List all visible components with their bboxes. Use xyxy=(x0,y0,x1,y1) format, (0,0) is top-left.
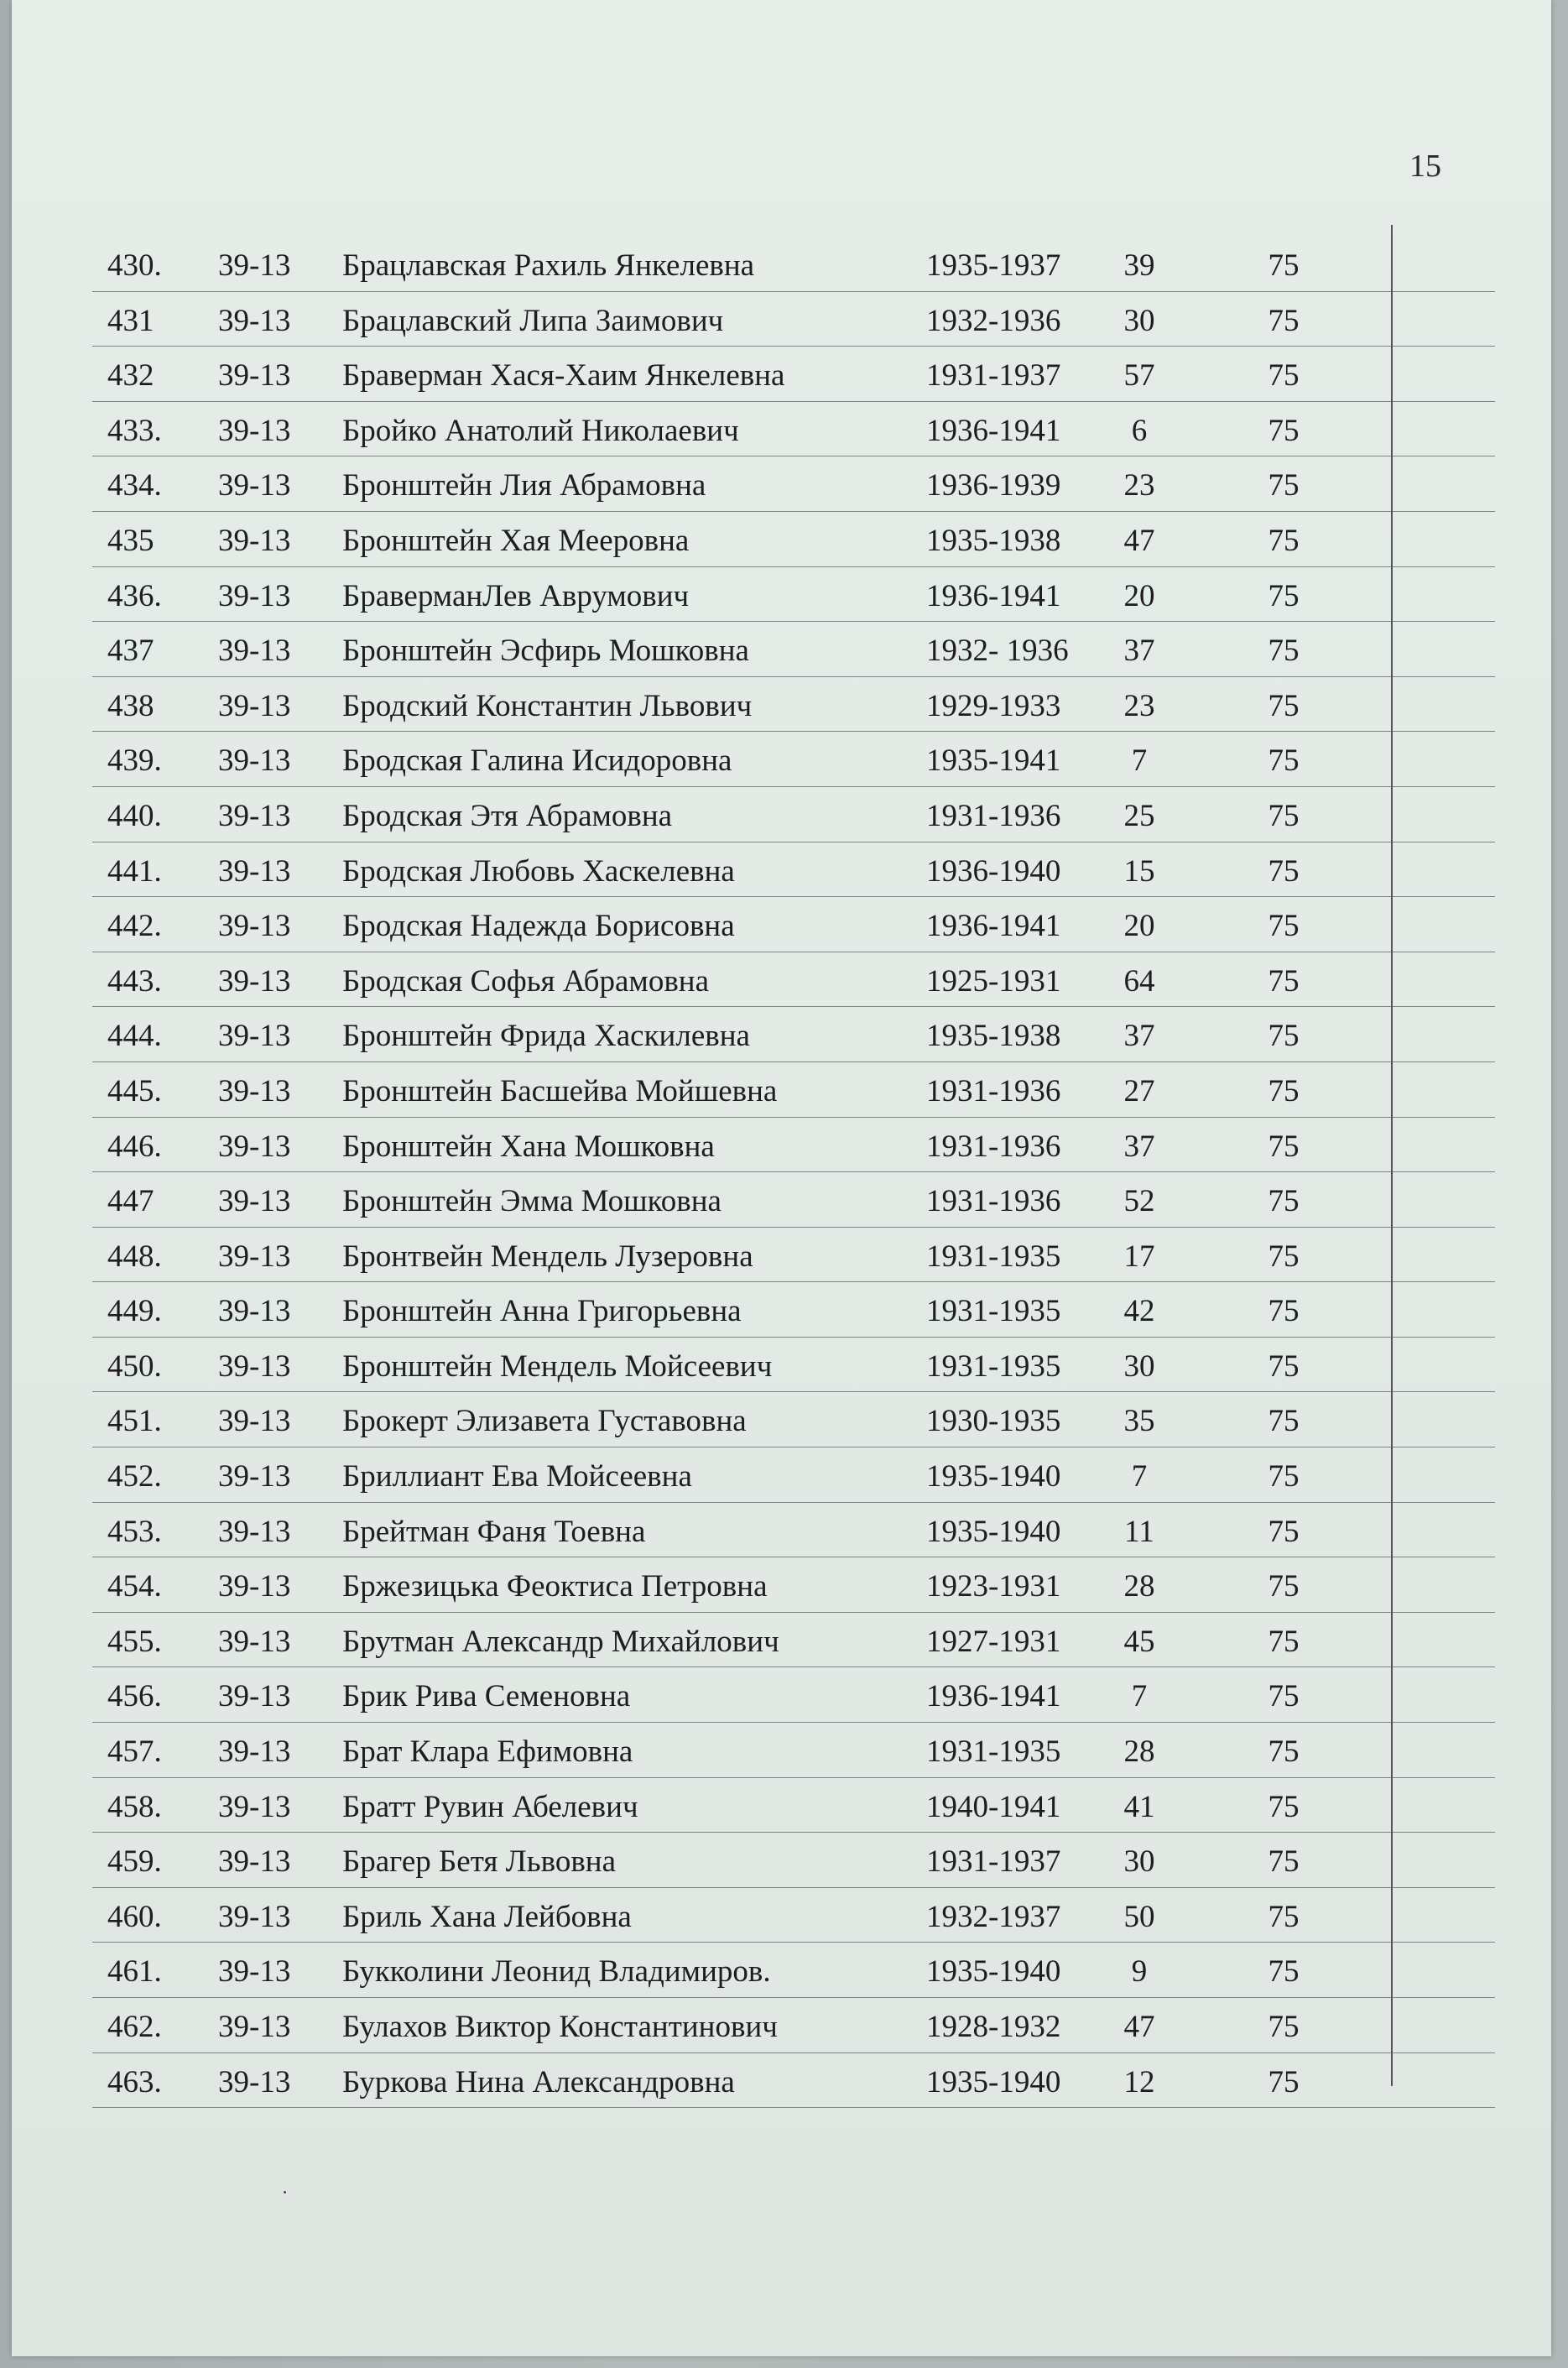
rate-value: 75 xyxy=(1268,468,1300,503)
age-value: 30 xyxy=(1123,1844,1155,1880)
age-value: 9 xyxy=(1131,1954,1148,1990)
years-range: 1936-1941 xyxy=(926,1679,1061,1714)
record-number: 443. xyxy=(107,963,162,999)
table-row xyxy=(92,1998,1495,2053)
record-number: 447 xyxy=(107,1184,154,1219)
years-range: 1931-1935 xyxy=(926,1348,1061,1384)
table-row xyxy=(92,347,1495,402)
fund-code: 39-13 xyxy=(218,578,291,613)
years-range: 1935-1940 xyxy=(926,1954,1061,1990)
person-name: Бриллиант Ева Мойсеевна xyxy=(342,1459,692,1494)
rate-value: 75 xyxy=(1268,1624,1300,1659)
fund-code: 39-13 xyxy=(218,1459,291,1494)
rate-value: 75 xyxy=(1268,1294,1300,1329)
fund-code: 39-13 xyxy=(218,909,291,944)
rate-value: 75 xyxy=(1268,1679,1300,1714)
table-row xyxy=(92,512,1495,567)
years-range: 1936-1940 xyxy=(926,853,1061,889)
table-row xyxy=(92,456,1495,512)
person-name: Бронштейн Мендель Мойсеевич xyxy=(342,1348,773,1384)
fund-code: 39-13 xyxy=(218,1734,291,1770)
fund-code: 39-13 xyxy=(218,798,291,833)
record-number: 433. xyxy=(107,413,162,448)
fund-code: 39-13 xyxy=(218,1129,291,1164)
person-name: Брутман Александр Михайлович xyxy=(342,1624,779,1659)
years-range: 1932- 1936 xyxy=(926,634,1069,669)
table-row xyxy=(92,1833,1495,1888)
fund-code: 39-13 xyxy=(218,523,291,558)
person-name: Бродская Этя Абрамовна xyxy=(342,798,673,833)
record-number: 455. xyxy=(107,1624,162,1659)
years-range: 1931-1935 xyxy=(926,1734,1061,1770)
age-value: 11 xyxy=(1124,1514,1154,1549)
years-range: 1935-1941 xyxy=(926,743,1061,779)
fund-code: 39-13 xyxy=(218,1184,291,1219)
years-range: 1932-1936 xyxy=(926,303,1061,338)
fund-code: 39-13 xyxy=(218,1239,291,1274)
table-row xyxy=(92,1447,1495,1503)
age-value: 23 xyxy=(1123,468,1155,503)
fund-code: 39-13 xyxy=(218,2010,291,2044)
record-number: 437 xyxy=(107,634,154,669)
years-range: 1931-1935 xyxy=(926,1239,1061,1274)
rate-value: 75 xyxy=(1268,413,1300,448)
years-range: 1925-1931 xyxy=(926,963,1061,999)
years-range: 1935-1940 xyxy=(926,2064,1061,2099)
rate-value: 75 xyxy=(1268,303,1300,338)
fund-code: 39-13 xyxy=(218,1348,291,1384)
age-value: 28 xyxy=(1123,1734,1155,1770)
age-value: 17 xyxy=(1123,1239,1155,1274)
years-range: 1931-1936 xyxy=(926,1073,1061,1108)
fund-code: 39-13 xyxy=(218,1624,291,1659)
rate-value: 75 xyxy=(1268,1899,1300,1934)
person-name: Брик Рива Семеновна xyxy=(342,1679,631,1714)
table-row xyxy=(92,567,1495,623)
record-number: 448. xyxy=(107,1239,162,1274)
years-range: 1931-1935 xyxy=(926,1294,1061,1329)
fund-code: 39-13 xyxy=(218,248,291,283)
age-value: 41 xyxy=(1123,1789,1155,1824)
table-row xyxy=(92,1228,1495,1283)
person-name: Бронштейн Хана Мошковна xyxy=(342,1129,715,1164)
rate-value: 75 xyxy=(1268,1459,1300,1494)
years-range: 1927-1931 xyxy=(926,1624,1061,1659)
person-name: Браверман Хася-Хаим Янкелевна xyxy=(342,358,785,394)
rate-value: 75 xyxy=(1268,963,1300,999)
age-value: 42 xyxy=(1123,1294,1155,1329)
person-name: Брат Клара Ефимовна xyxy=(342,1734,633,1770)
fund-code: 39-13 xyxy=(218,1019,291,1054)
table-row xyxy=(92,1667,1495,1723)
table-row xyxy=(92,1338,1495,1393)
table-row xyxy=(92,237,1495,292)
record-number: 442. xyxy=(107,909,162,944)
person-name: Бронштейн Анна Григорьевна xyxy=(342,1294,742,1329)
fund-code: 39-13 xyxy=(218,413,291,448)
rate-value: 75 xyxy=(1268,688,1300,723)
age-value: 37 xyxy=(1123,634,1155,669)
person-name: Брокерт Элизавета Густавовна xyxy=(342,1404,747,1439)
rate-value: 75 xyxy=(1268,523,1300,558)
person-name: Бронштейн Эсфирь Мошковна xyxy=(342,634,749,669)
record-number: 431 xyxy=(107,303,154,338)
record-number: 432 xyxy=(107,358,154,394)
table-row xyxy=(92,1172,1495,1228)
rate-value: 75 xyxy=(1268,1404,1300,1439)
record-number: 460. xyxy=(107,1899,162,1934)
years-range: 1936-1941 xyxy=(926,909,1061,944)
table-row xyxy=(92,292,1495,347)
table-row xyxy=(92,677,1495,733)
table-row xyxy=(92,1888,1495,1943)
record-number: 456. xyxy=(107,1679,162,1714)
age-value: 37 xyxy=(1123,1129,1155,1164)
record-number: 445. xyxy=(107,1073,162,1108)
rate-value: 75 xyxy=(1268,1844,1300,1880)
rate-value: 75 xyxy=(1268,1184,1300,1219)
rate-value: 75 xyxy=(1268,248,1300,283)
record-number: 462. xyxy=(107,2010,162,2044)
age-value: 39 xyxy=(1123,248,1155,283)
person-name: Бродская Надежда Борисовна xyxy=(342,909,735,944)
table-row xyxy=(92,787,1495,842)
table-row xyxy=(92,1007,1495,1062)
fund-code: 39-13 xyxy=(218,963,291,999)
years-range: 1931-1936 xyxy=(926,1129,1061,1164)
table-row xyxy=(92,1503,1495,1558)
age-value: 28 xyxy=(1123,1569,1155,1604)
record-number: 440. xyxy=(107,798,162,833)
record-number: 436. xyxy=(107,578,162,613)
years-range: 1936-1941 xyxy=(926,578,1061,613)
person-name: Брагер Бетя Львовна xyxy=(342,1844,617,1880)
table-row xyxy=(92,732,1495,787)
years-range: 1940-1941 xyxy=(926,1789,1061,1824)
fund-code: 39-13 xyxy=(218,468,291,503)
fund-code: 39-13 xyxy=(218,1073,291,1108)
age-value: 7 xyxy=(1131,743,1148,779)
rate-value: 75 xyxy=(1268,909,1300,944)
person-name: Булахов Виктор Константинович xyxy=(342,2010,778,2044)
fund-code: 39-13 xyxy=(218,2064,291,2099)
years-range: 1932-1937 xyxy=(926,1899,1061,1934)
rate-value: 75 xyxy=(1268,853,1300,889)
age-value: 15 xyxy=(1123,853,1155,889)
person-name: Бродская Любовь Хаскелевна xyxy=(342,853,735,889)
fund-code: 39-13 xyxy=(218,358,291,394)
rate-value: 75 xyxy=(1268,2064,1300,2099)
record-number: 446. xyxy=(107,1129,162,1164)
rate-value: 75 xyxy=(1268,1569,1300,1604)
records-table xyxy=(92,237,1495,2108)
years-range: 1930-1935 xyxy=(926,1404,1061,1439)
age-value: 37 xyxy=(1123,1019,1155,1054)
person-name: Бродская Софья Абрамовна xyxy=(342,963,710,999)
age-value: 23 xyxy=(1123,688,1155,723)
person-name: Бройко Анатолий Николаевич xyxy=(342,413,739,448)
record-number: 458. xyxy=(107,1789,162,1824)
table-right-border xyxy=(1391,225,1393,2086)
fund-code: 39-13 xyxy=(218,1679,291,1714)
age-value: 64 xyxy=(1123,963,1155,999)
age-value: 12 xyxy=(1123,2064,1155,2099)
rate-value: 75 xyxy=(1268,1734,1300,1770)
age-value: 30 xyxy=(1123,1348,1155,1384)
table-row xyxy=(92,1062,1495,1118)
age-value: 47 xyxy=(1123,2010,1155,2044)
rate-value: 75 xyxy=(1268,1239,1300,1274)
years-range: 1923-1931 xyxy=(926,1569,1061,1604)
years-range: 1935-1938 xyxy=(926,523,1061,558)
rate-value: 75 xyxy=(1268,1019,1300,1054)
table-row xyxy=(92,1282,1495,1338)
table-row xyxy=(92,1613,1495,1668)
years-range: 1936-1941 xyxy=(926,413,1061,448)
rate-value: 75 xyxy=(1268,743,1300,779)
person-name: Бронштейн Лия Абрамовна xyxy=(342,468,706,503)
page-number: 15 xyxy=(1409,149,1441,184)
person-name: Бронштейн Басшейва Мойшевна xyxy=(342,1073,778,1108)
person-name: Бронштейн Хая Мееровна xyxy=(342,523,690,558)
rate-value: 75 xyxy=(1268,1129,1300,1164)
years-range: 1928-1932 xyxy=(926,2010,1061,2044)
record-number: 438 xyxy=(107,688,154,723)
person-name: Букколини Леонид Владимиров. xyxy=(342,1954,771,1990)
record-number: 451. xyxy=(107,1404,162,1439)
age-value: 57 xyxy=(1123,358,1155,394)
person-name: Бронтвейн Мендель Лузеровна xyxy=(342,1239,753,1274)
rate-value: 75 xyxy=(1268,1348,1300,1384)
person-name: Бронштейн Фрида Хаскилевна xyxy=(342,1019,750,1054)
rate-value: 75 xyxy=(1268,634,1300,669)
fund-code: 39-13 xyxy=(218,1844,291,1880)
record-number: 430. xyxy=(107,248,162,283)
fund-code: 39-13 xyxy=(218,1514,291,1549)
fund-code: 39-13 xyxy=(218,1954,291,1990)
fund-code: 39-13 xyxy=(218,688,291,723)
table-row xyxy=(92,622,1495,677)
person-name: Бродский Константин Львович xyxy=(342,688,753,723)
rate-value: 75 xyxy=(1268,2010,1300,2044)
record-number: 450. xyxy=(107,1348,162,1384)
age-value: 52 xyxy=(1123,1184,1155,1219)
rate-value: 75 xyxy=(1268,578,1300,613)
person-name: Бржезицька Феоктиса Петровна xyxy=(342,1569,768,1604)
record-number: 452. xyxy=(107,1459,162,1494)
years-range: 1929-1933 xyxy=(926,688,1061,723)
rate-value: 75 xyxy=(1268,358,1300,394)
age-value: 47 xyxy=(1123,523,1155,558)
years-range: 1935-1937 xyxy=(926,248,1061,283)
fund-code: 39-13 xyxy=(218,1569,291,1604)
table-row xyxy=(92,842,1495,898)
person-name: Брацлавская Рахиль Янкелевна xyxy=(342,248,755,283)
record-number: 461. xyxy=(107,1954,162,1990)
age-value: 27 xyxy=(1123,1073,1155,1108)
years-range: 1935-1938 xyxy=(926,1019,1061,1054)
table-row xyxy=(92,1778,1495,1833)
record-number: 441. xyxy=(107,853,162,889)
fund-code: 39-13 xyxy=(218,1789,291,1824)
record-number: 434. xyxy=(107,468,162,503)
record-number: 463. xyxy=(107,2064,162,2099)
age-value: 6 xyxy=(1131,413,1148,448)
person-name: Бронштейн Эмма Мошковна xyxy=(342,1184,721,1219)
table-row xyxy=(92,1943,1495,1998)
age-value: 20 xyxy=(1123,578,1155,613)
age-value: 50 xyxy=(1123,1899,1155,1934)
fund-code: 39-13 xyxy=(218,743,291,779)
years-range: 1931-1936 xyxy=(926,1184,1061,1219)
years-range: 1931-1937 xyxy=(926,358,1061,394)
age-value: 35 xyxy=(1123,1404,1155,1439)
age-value: 30 xyxy=(1123,303,1155,338)
record-number: 453. xyxy=(107,1514,162,1549)
rate-value: 75 xyxy=(1268,1514,1300,1549)
age-value: 20 xyxy=(1123,909,1155,944)
table-row xyxy=(92,897,1495,952)
rate-value: 75 xyxy=(1268,1954,1300,1990)
age-value: 25 xyxy=(1123,798,1155,833)
years-range: 1936-1939 xyxy=(926,468,1061,503)
record-number: 439. xyxy=(107,743,162,779)
table-row xyxy=(92,1118,1495,1173)
person-name: Буркова Нина Александровна xyxy=(342,2064,735,2099)
years-range: 1931-1936 xyxy=(926,798,1061,833)
record-number: 454. xyxy=(107,1569,162,1604)
years-range: 1935-1940 xyxy=(926,1514,1061,1549)
fund-code: 39-13 xyxy=(218,1404,291,1439)
person-name: Брейтман Фаня Тоевна xyxy=(342,1514,646,1549)
table-row xyxy=(92,1723,1495,1778)
age-value: 45 xyxy=(1123,1624,1155,1659)
rate-value: 75 xyxy=(1268,1789,1300,1824)
fund-code: 39-13 xyxy=(218,303,291,338)
table-row xyxy=(92,952,1495,1008)
years-range: 1931-1937 xyxy=(926,1844,1061,1880)
table-row xyxy=(92,1392,1495,1447)
record-number: 444. xyxy=(107,1019,162,1054)
table-row xyxy=(92,2053,1495,2109)
fund-code: 39-13 xyxy=(218,853,291,889)
person-name: Бродская Галина Исидоровна xyxy=(342,743,732,779)
person-name: Бриль Хана Лейбовна xyxy=(342,1899,632,1934)
person-name: Брацлавский Липа Заимович xyxy=(342,303,724,338)
scan-speck xyxy=(284,2191,286,2193)
rate-value: 75 xyxy=(1268,798,1300,833)
person-name: БраверманЛев Аврумович xyxy=(342,578,690,613)
age-value: 7 xyxy=(1131,1679,1148,1714)
fund-code: 39-13 xyxy=(218,1294,291,1329)
table-row xyxy=(92,1557,1495,1613)
fund-code: 39-13 xyxy=(218,1899,291,1934)
record-number: 435 xyxy=(107,523,154,558)
rate-value: 75 xyxy=(1268,1073,1300,1108)
years-range: 1935-1940 xyxy=(926,1459,1061,1494)
record-number: 449. xyxy=(107,1294,162,1329)
fund-code: 39-13 xyxy=(218,634,291,669)
record-number: 457. xyxy=(107,1734,162,1770)
table-row xyxy=(92,402,1495,457)
record-number: 459. xyxy=(107,1844,162,1880)
person-name: Братт Рувин Абелевич xyxy=(342,1789,638,1824)
age-value: 7 xyxy=(1131,1459,1148,1494)
